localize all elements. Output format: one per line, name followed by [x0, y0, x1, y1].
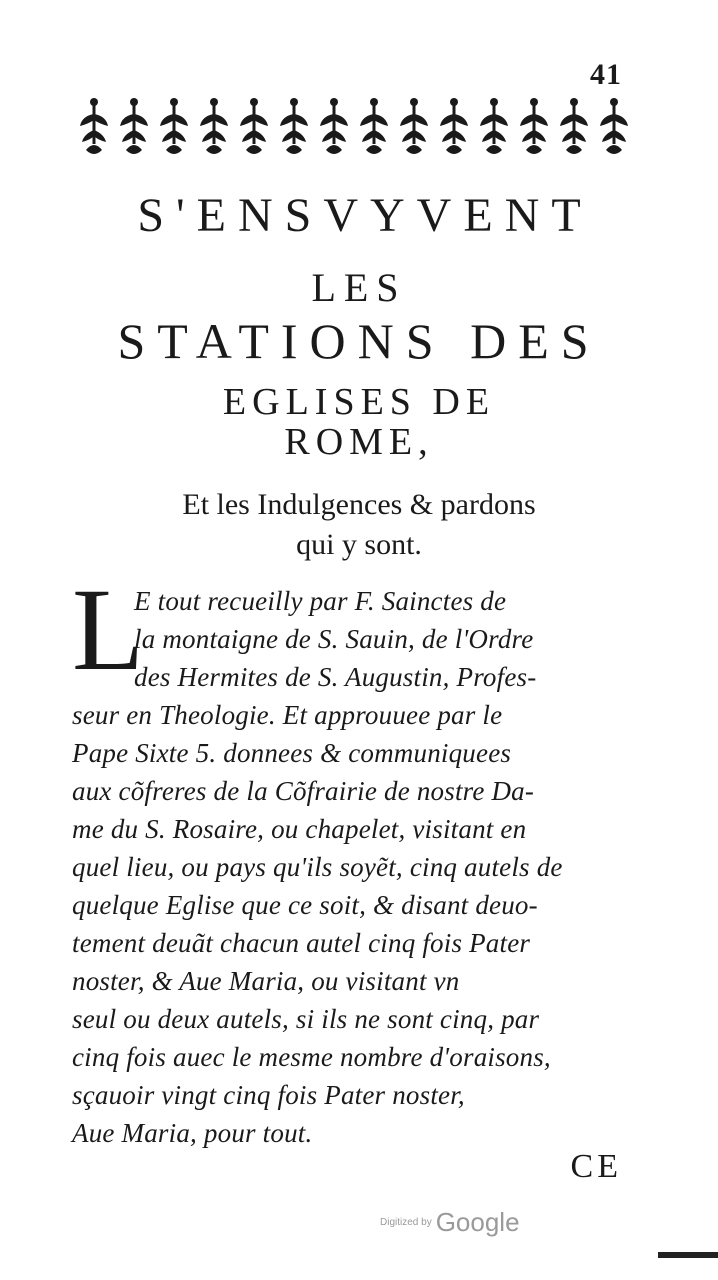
- fleuron-glyph: [280, 98, 308, 154]
- body-line: quelque Eglise que ce soit, & disant deuo-: [72, 890, 538, 920]
- fleuron-glyph: [400, 98, 428, 154]
- fleuron-glyph: [120, 98, 148, 154]
- fleuron-glyph: [440, 98, 468, 154]
- title-line-3: STATIONS DES: [117, 313, 601, 369]
- fleuron-glyph: [480, 98, 508, 154]
- title-line-1: S'ENSVYVENT: [137, 189, 593, 242]
- body-line: me du S. Rosaire, ou chapelet, visitant en: [72, 814, 527, 844]
- body-line: noster, & Aue Maria, ou visitant vn: [72, 966, 460, 996]
- fleuron-glyph: [320, 98, 348, 154]
- fleuron-glyph: [360, 98, 388, 154]
- body-line: quel lieu, ou pays qu'ils soyẽt, cinq autels de: [72, 852, 563, 882]
- page-number: 41: [590, 58, 622, 91]
- fleuron-glyph: [560, 98, 588, 154]
- watermark-logo-text: Google: [435, 1207, 520, 1237]
- fleuron-glyph: [160, 98, 188, 154]
- title-line-4: EGLISES DE: [222, 381, 496, 423]
- body-line: Aue Maria, pour tout.: [72, 1118, 313, 1148]
- body-line: E tout recueilly par F. Sainctes de: [134, 586, 507, 616]
- title-line-2: LES: [311, 265, 407, 310]
- body-line: sçauoir vingt cinq fois Pater noster,: [72, 1080, 465, 1110]
- digitized-watermark: [380, 1207, 520, 1238]
- body-line: cinq fois auec le mesme nombre d'oraisons,: [72, 1042, 551, 1072]
- body-line: aux cõfreres de la Cõfrairie de nostre Da-: [72, 776, 535, 806]
- subtitle-line-2: qui y sont.: [296, 528, 422, 561]
- body-line: seur en Theologie. Et approuuee par le: [72, 700, 503, 730]
- catchword: CE: [570, 1148, 622, 1185]
- title-line-5: ROME,: [284, 421, 434, 463]
- body-line: des Hermites de S. Augustin, Profes-: [134, 662, 537, 692]
- fleuron-glyph: [80, 98, 108, 154]
- body-line: Pape Sixte 5. donnees & communiquees: [72, 738, 512, 768]
- body-line: tement deuãt chacun autel cinq fois Pater: [72, 928, 531, 958]
- body-line: la montaigne de S. Sauin, de l'Ordre: [134, 624, 534, 654]
- fleuron-glyph: [240, 98, 268, 154]
- subtitle-line-1: Et les Indulgences & pardons: [182, 488, 536, 521]
- fleuron-glyph: [600, 98, 628, 154]
- scan-edge-mark: [658, 1252, 718, 1258]
- fleuron-ornament-band: [74, 92, 634, 162]
- fleuron-glyph: [520, 98, 548, 154]
- body-line: seul ou deux autels, si ils ne sont cinq, par: [72, 1004, 540, 1034]
- watermark-small-text: Digitized by: [380, 1217, 432, 1228]
- fleuron-glyph: [200, 98, 228, 154]
- drop-cap: L: [72, 564, 145, 695]
